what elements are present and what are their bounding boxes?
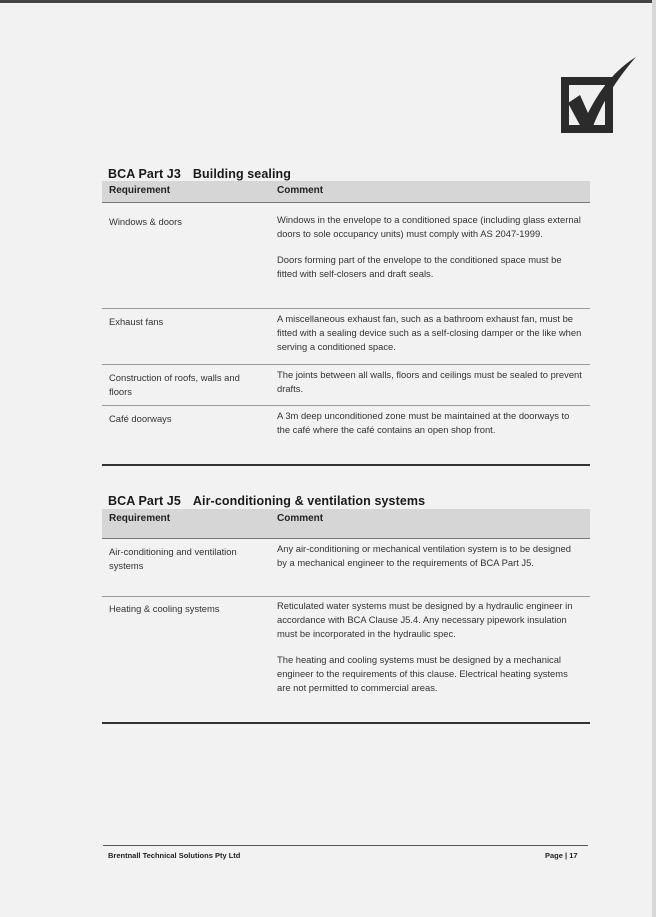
table-row bbox=[102, 539, 590, 596]
requirements-table-j3 bbox=[102, 181, 590, 466]
comment-text: A miscellaneous exhaust fan, such as a bathroom exhaust fan, must be fitted with a sealing device such as a self-closing damper or the like when serving a conditioned space. bbox=[277, 313, 582, 352]
comment-cell bbox=[277, 409, 582, 449]
top-rule bbox=[0, 0, 656, 3]
footer-rule bbox=[103, 845, 588, 846]
comment-cell bbox=[277, 312, 582, 366]
header-requirement: Requirement bbox=[109, 513, 171, 524]
requirement-cell: Exhaust fans bbox=[109, 316, 164, 327]
comment-text: Windows in the envelope to a conditioned space (including glass external doors to sole occupancy units) must comply with AS 2047-1999. bbox=[277, 214, 581, 239]
table-header bbox=[102, 181, 590, 203]
table-row bbox=[102, 596, 590, 722]
requirement-cell: Heating & cooling systems bbox=[109, 603, 220, 614]
section-code: BCA Part J5 bbox=[108, 494, 181, 508]
comment-text: Doors forming part of the envelope to the conditioned space must be fitted with self-closers and draft seals. bbox=[277, 254, 562, 279]
section-title-j5 bbox=[108, 494, 425, 508]
header-comment: Comment bbox=[277, 185, 324, 196]
requirement-cell: Construction of roofs, walls and floors bbox=[109, 372, 240, 397]
section-name: Air-conditioning & ventilation systems bbox=[192, 494, 426, 508]
requirement-cell: Café doorways bbox=[109, 413, 172, 424]
comment-cell bbox=[277, 542, 582, 582]
section-title-j3 bbox=[108, 167, 291, 181]
table-header bbox=[102, 509, 590, 539]
table-end-rule bbox=[102, 722, 590, 724]
table-row bbox=[102, 308, 590, 364]
requirement-cell: Windows & doors bbox=[109, 216, 182, 227]
table-row bbox=[102, 203, 590, 308]
table-row bbox=[102, 405, 590, 464]
header-comment: Comment bbox=[277, 513, 324, 524]
table-end-rule bbox=[102, 464, 590, 466]
comment-text: The heating and cooling systems must be designed by a mechanical engineer to the requirements of this clause. Electrical heating systems are not permitted to commercial areas. bbox=[277, 654, 568, 693]
comment-cell bbox=[277, 213, 582, 293]
page-edge bbox=[652, 0, 656, 917]
comment-text: Reticulated water systems must be designed by a hydraulic engineer in accordance with BCA Clause J5.4. Any necessary pipework insulation must be incorporated in the hydraulic spec. bbox=[277, 600, 573, 639]
requirement-cell: Air-conditioning and ventilation systems bbox=[109, 546, 237, 571]
comment-text: A 3m deep unconditioned zone must be maintained at the doorways to the café where the café contains an open shop front. bbox=[277, 410, 570, 435]
header-requirement: Requirement bbox=[109, 185, 171, 196]
comment-text: The joints between all walls, floors and ceilings must be sealed to prevent drafts. bbox=[277, 369, 582, 394]
requirements-table-j5 bbox=[102, 509, 590, 724]
page-number: Page | 17 bbox=[545, 851, 578, 860]
table-row bbox=[102, 364, 590, 405]
comment-cell bbox=[277, 599, 582, 707]
section-code: BCA Part J3 bbox=[108, 167, 181, 181]
section-name: Building sealing bbox=[192, 167, 292, 181]
comment-cell bbox=[277, 368, 582, 408]
footer-company: Brentnall Technical Solutions Pty Ltd bbox=[108, 851, 241, 860]
checked-box-icon bbox=[558, 55, 638, 137]
comment-text: Any air-conditioning or mechanical ventilation system is to be designed by a mechanical engineer to the requirements of BCA Part J5. bbox=[277, 543, 571, 568]
